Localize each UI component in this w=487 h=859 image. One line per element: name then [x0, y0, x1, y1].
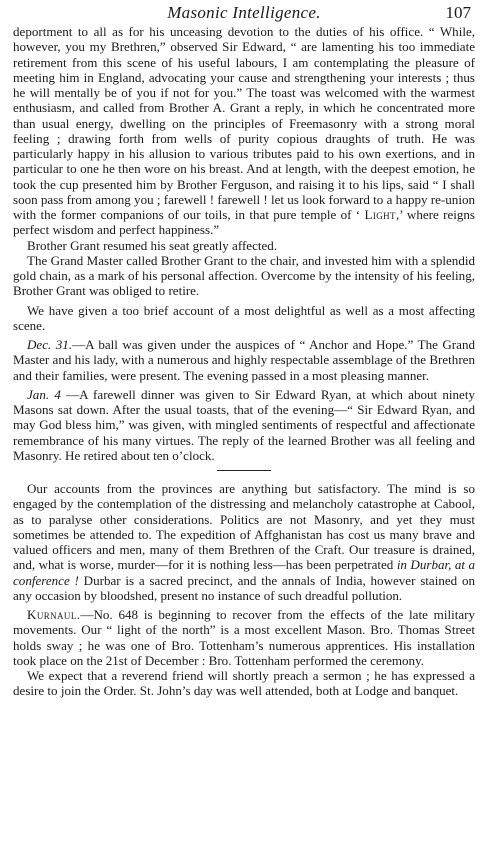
paragraph [13, 481, 475, 603]
italic-text-run: Jan. 4 [27, 386, 61, 402]
italic-text-run: Dec. 31. [27, 337, 73, 352]
text-run: —No. 648 is beginning to recover from the effects of the late military movements. Our “ light of the north” is a most excellent Mason. Bro. Thomas Street holds sway ; he was one of Bro. Tottenham’s numerous apprentices. His installation took place on the 21st of December : Bro. Tottenham performed the ceremony. [13, 607, 475, 668]
small-caps-text-run: Kurnaul. [27, 607, 81, 622]
text-run: We expect that a reverend friend will shortly preach a sermon ; he has expressed a desire to join the Order. St. John’s day was well attended, both at Lodge and banquet. [13, 668, 475, 699]
text-run: —A farewell dinner was given to Sir Edward Ryan, at which about ninety Masons sat down. After the usual toasts, that of the evening—“ Sir Edward Ryan, and may God bless him,” was given, with mingled sentiments of respectful and affectionate remembrance of his many virtues. The reply of the learned Brother was all feeling and Masonry. He retired about ten o’clock. [13, 386, 475, 463]
paragraph [13, 668, 475, 699]
page-body [13, 24, 475, 699]
text-run: ,’ where reigns perfect wisdom and perfect happiness.” [13, 207, 475, 238]
running-title: Masonic Intelligence. [167, 3, 321, 22]
paragraph [13, 24, 475, 238]
text-run: Brother Grant resumed his seat greatly affected. [27, 237, 278, 253]
paragraph [13, 253, 475, 299]
text-run: Durbar is a sacred precinct, and the annals of India, however stained on any occasion by bloodshed, present no instance of such dreadful pollution. [13, 572, 475, 603]
paragraph [13, 337, 475, 383]
page-number: 107 [445, 3, 471, 22]
paragraph [13, 303, 475, 334]
text-run: Our accounts from the provinces are anything but satisfactory. The mind is so engaged by the contemplation of the distressing and melancholy catastrophe at Cabool, as to paralyse other considerations. Politics are not Masonry, and yet they must sometimes be attended to. The expedition of Affghanistan has cost us many brave and valued officers and men, many of them Brethren of the Craft. Our treasure is drained, and, what is worse, murder—for it is nothing less—has been perpetrated [13, 481, 475, 573]
paragraph [13, 387, 475, 463]
small-caps-text-run: Light [364, 207, 396, 222]
page-header [13, 2, 475, 24]
text-run: deportment to all as for his unceasing devotion to the duties of his office. “ While, however, you my Brethren,” observed Sir Edward, “ are lamenting his too immediate retirement from this scene of his useful labours, I am contemplating the pleasure of meeting him in England, advocating your cause and strengthening your interests ; thus he will mentally be of you if not for you.” The toast was welcomed with the warmest enthusiasm, and called from Brother A. Grant a reply, in which he concentrated more than usual energy, dwelling on the principles of Freemasonry with a strong moral feeling ; drawing forth from wells of purity copious draughts of truth. He was particularly happy in his allusion to various tributes paid to his own exertions, and in particular to one he then wore on his breast. And at length, with the deepest emotion, he took the cup presented him by Brother Ferguson, and raising it to his lips, said “ I shall soon pass from among you ; farewell ! farewell ! let us look forward to a happy re-union with the former companions of our toils, in that pure temple of ‘ [13, 24, 475, 222]
text-run: —A ball was given under the auspices of “ Anchor and Hope.” The Grand Master and his lady, with a numerous and highly respectable assemblage of the Brethren and their families, were present. The evening passed in a most pleasing manner. [13, 337, 475, 383]
italic-text-run: in Durbar, at a conference ! [13, 557, 475, 588]
text-run: We have given a too brief account of a most delightful as well as a most affecting scene. [13, 302, 475, 333]
paragraph [13, 238, 475, 253]
section-divider [217, 470, 271, 471]
text-run: The Grand Master called Brother Grant to the chair, and invested him with a splendid gold chain, as a mark of his personal affection. Overcome by the intensity of his feeling, Brother Grant was obliged to retire. [13, 252, 475, 299]
paragraph [13, 607, 475, 668]
